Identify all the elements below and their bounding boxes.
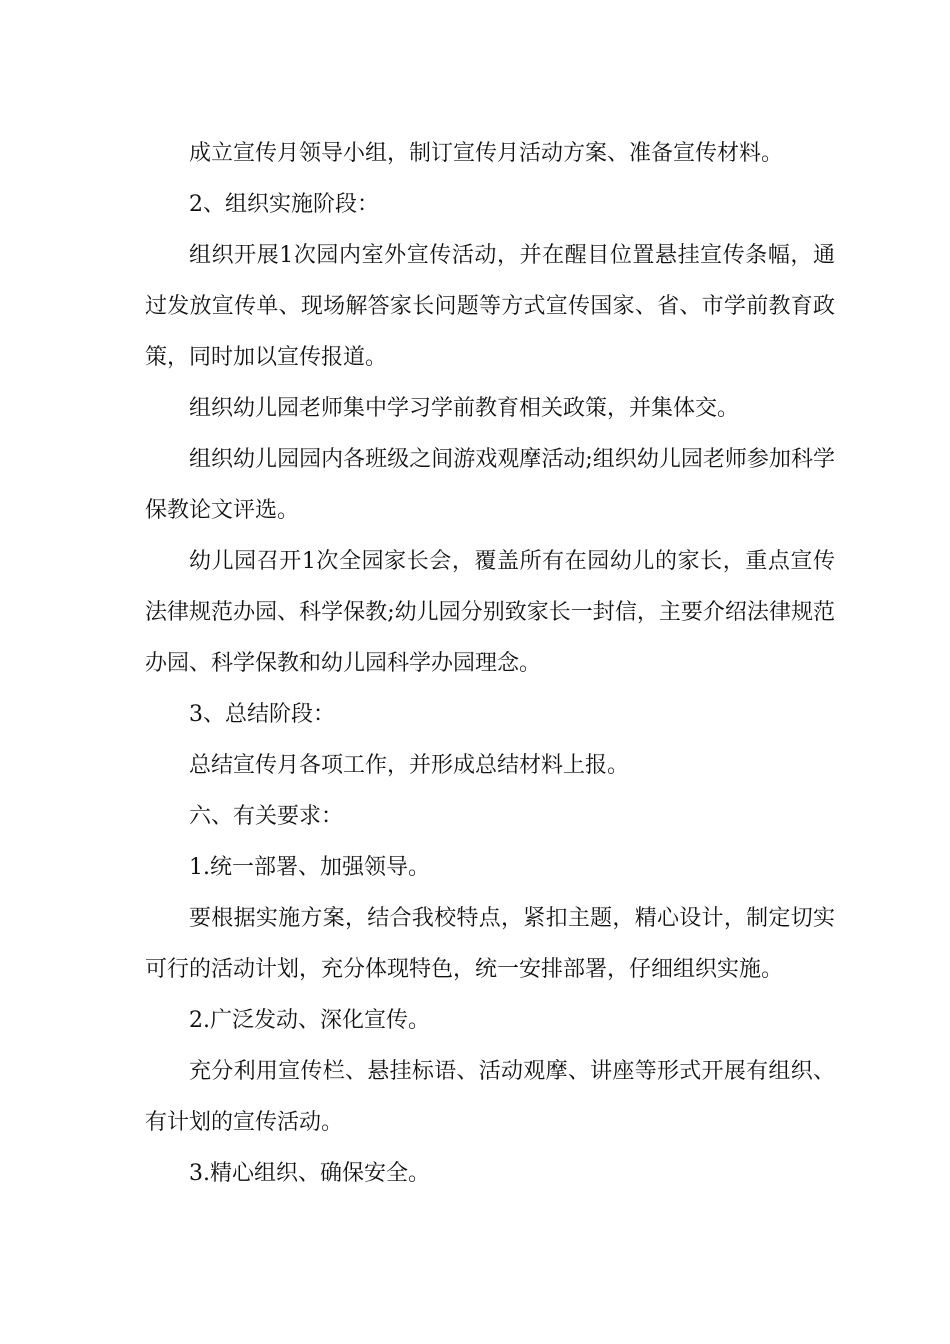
heading-implementation-stage: 2、组织实施阶段： [189, 192, 379, 217]
paragraph-game-observation: 组织幼儿园园内各班级之间游戏观摩活动;组织幼儿园老师参加科学保教论文评选。 [145, 447, 835, 523]
heading-summary-stage: 3、总结阶段： [189, 702, 335, 727]
paragraph-summary-report: 总结宣传月各项工作，并形成总结材料上报。 [189, 753, 630, 778]
heading-requirement-2: 2.广泛发动、深化宣传。 [189, 1008, 430, 1033]
heading-requirement-3: 3.精心组织、确保安全。 [189, 1161, 430, 1186]
paragraph-requirement-1-detail: 要根据实施方案，结合我校特点，紧扣主题，精心设计，制定切实可行的活动计划，充分体现特色，统一安排部署，仔细组织实施。 [145, 906, 835, 982]
document-body [145, 128, 835, 1199]
heading-requirement-1: 1.统一部署、加强领导。 [189, 855, 430, 880]
paragraph-requirement-2-detail: 充分利用宣传栏、悬挂标语、活动观摩、讲座等形式开展有组织、有计划的宣传活动。 [145, 1059, 835, 1135]
paragraph-teacher-study: 组织幼儿园老师集中学习学前教育相关政策，并集体交。 [189, 396, 740, 421]
paragraph-preparation-tasks: 成立宣传月领导小组，制订宣传月活动方案、准备宣传材料。 [189, 141, 784, 166]
paragraph-outdoor-campaign: 组织开展1次园内室外宣传活动，并在醒目位置悬挂宣传条幅，通过发放宣传单、现场解答家长问题等方式宣传国家、省、市学前教育政策，同时加以宣传报道。 [145, 243, 835, 370]
heading-requirements: 六、有关要求： [189, 804, 344, 829]
paragraph-parent-meeting: 幼儿园召开1次全园家长会，覆盖所有在园幼儿的家长，重点宣传法律规范办园、科学保教;幼儿园分别致家长一封信，主要介绍法律规范办园、科学保教和幼儿园科学办园理念。 [145, 549, 835, 676]
